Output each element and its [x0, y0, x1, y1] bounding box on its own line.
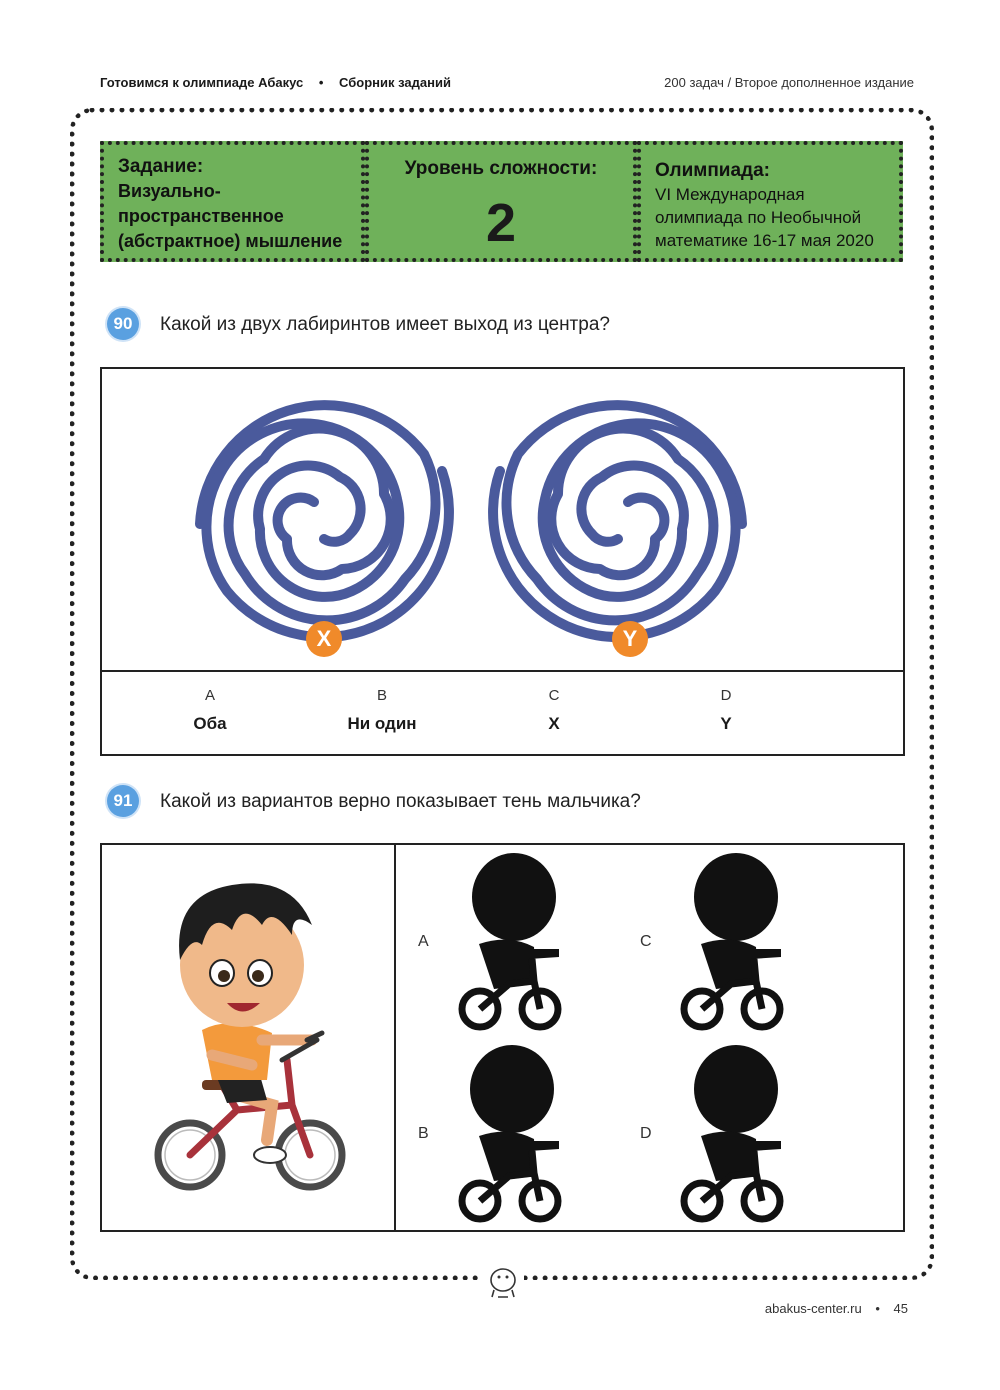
shadow-option-label-c: C: [640, 933, 652, 950]
option-letter: B: [376, 687, 387, 704]
olympiad-value: VI Международная олимпиада по Необычной математике 16-17 мая 2020: [655, 185, 874, 250]
shadow-option-label-d: D: [640, 1125, 652, 1142]
shadow-option-a[interactable]: [454, 849, 564, 1034]
task-label: Задание:: [118, 156, 204, 177]
option-value: Оба: [193, 714, 227, 733]
footer-separator: •: [875, 1301, 880, 1316]
option-value: Ни один: [347, 714, 417, 733]
page-number: 45: [893, 1301, 908, 1316]
shadow-option-label-b: B: [418, 1125, 429, 1142]
option-letter: A: [204, 687, 215, 704]
maze-x: [200, 405, 449, 637]
maze-y: [493, 405, 742, 637]
level-value: 2: [485, 193, 517, 253]
maze-label-y: Y: [612, 621, 648, 657]
olympiad-label: Олимпиада:: [655, 160, 771, 181]
mascot-icon: [486, 1264, 520, 1300]
answer-option-a[interactable]: [170, 687, 250, 734]
divider: [102, 670, 903, 672]
question-number-badge: 91: [107, 785, 139, 817]
running-header-right: 200 задач / Второе дополненное издание: [664, 75, 914, 90]
shadow-option-label-a: A: [418, 933, 429, 950]
question-text: Какой из вариантов верно показывает тень мальчика?: [160, 791, 641, 812]
shadow-option-b[interactable]: [454, 1041, 564, 1226]
running-header-left: [100, 75, 451, 90]
task-box: [100, 141, 365, 262]
shadow-option-d[interactable]: [676, 1041, 786, 1226]
book-subtitle: Сборник заданий: [339, 75, 451, 90]
maze-figure: [102, 369, 903, 669]
maze-label-x: X: [306, 621, 342, 657]
olympiad-box: [637, 141, 903, 262]
answer-option-d[interactable]: [686, 687, 766, 734]
option-letter: D: [720, 687, 732, 704]
answer-option-b[interactable]: [342, 687, 422, 734]
divider: [394, 845, 396, 1230]
shadow-option-c[interactable]: [676, 849, 786, 1034]
option-letter: C: [548, 687, 560, 704]
option-value: X: [548, 714, 560, 733]
header-separator: •: [318, 75, 324, 90]
maze-question-box: [100, 367, 905, 756]
page-footer: [765, 1301, 908, 1316]
footer-site: abakus-center.ru: [764, 1301, 862, 1316]
task-value: Визуально-пространственное (абстрактное) мышление: [118, 181, 343, 251]
level-label: Уровень сложности:: [404, 158, 598, 179]
shadow-question-box: [100, 843, 905, 1232]
option-value: Y: [720, 714, 732, 733]
question-text: Какой из двух лабиринтов имеет выход из центра?: [160, 314, 610, 335]
book-title: Готовимся к олимпиаде Абакус: [100, 75, 304, 90]
question-number-badge: 90: [107, 308, 139, 340]
boy-on-bike-illustration: [142, 855, 362, 1220]
answer-option-c[interactable]: [514, 687, 594, 734]
level-box: [365, 141, 637, 262]
